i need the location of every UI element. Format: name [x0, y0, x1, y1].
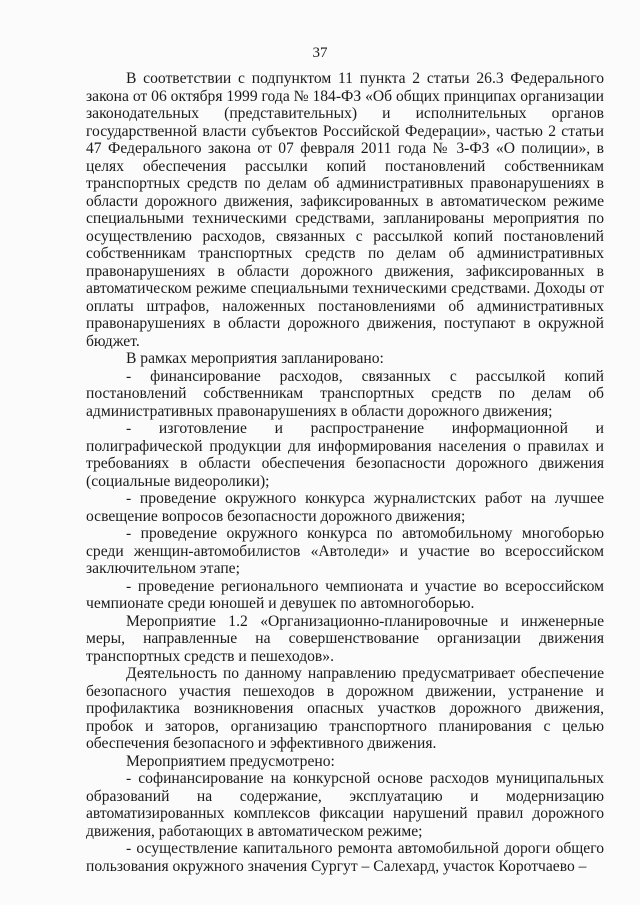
list-item-regional-championship: - проведение регионального чемпионата и участие во всероссийском чемпионате среди юношей и девушек по автомногоборью.: [86, 577, 604, 612]
paragraph-measure-1-2: Мероприятие 1.2 «Организационно-планировочные и инженерные меры, направленные на совершенствование организации движения транспортных средств и пешеходов».: [86, 612, 604, 665]
list-item-cofinancing: - софинансирование на конкурсной основе расходов муниципальных образований на содержание, эксплуатацию и модернизацию автоматизированных комплексов фиксации нарушений правил дорожного движения, работающих в автоматическом режиме;: [86, 770, 604, 840]
paragraph-measure-provides: Мероприятием предусмотрено:: [126, 752, 335, 770]
list-item-road-repair: - осуществление капитального ремонта автомобильной дороги общего пользования окружного значения Сургут – Салехард, участок Коротчаево –: [86, 840, 604, 875]
list-item-financing: - финансирование расходов, связанных с рассылкой копий постановлений собственникам транспортных средств по делам об административных правонарушениях в области дорожного движения;: [86, 367, 604, 420]
paragraph-activity-description: Деятельность по данному направлению предусматривает обеспечение безопасного участия пешеходов в дорожном движении, устранение и профилактика возникновения опасных участков дорожного движения, пробок и заторов, организацию транспортного планирования с целью обеспечения безопасного и эффективного движения.: [86, 665, 604, 752]
list-item-journalism-contest: - проведение окружного конкурса журналистских работ на лучшее освещение вопросов безопасности дорожного движения;: [86, 490, 604, 525]
list-item-information-products: - изготовление и распространение информационной и полиграфической продукции для информирования населения о правилах и требованиях в области обеспечения безопасности дорожного движения (социальные видеоролики);: [86, 420, 604, 490]
page-number: 37: [312, 45, 328, 61]
document-body: [86, 70, 604, 875]
paragraph-planned-intro: В рамках мероприятия запланировано:: [126, 350, 384, 367]
list-item-autolady-contest: - проведение окружного конкурса по автомобильному многоборью среди женщин-автомобилистов «Автоледи» и участие во всероссийском заключительном этапе;: [86, 525, 604, 577]
paragraph-legal-basis: В соответствии с подпунктом 11 пункта 2 статьи 26.3 Федерального закона от 06 октября 1999 года № 184-ФЗ «Об общих принципах организации законодательных (представительных) и исполнительных органов государственной власти субъектов Российской Федерации», частью 2 статьи 47 Федерального закона от 07 февраля 2011 года № 3-ФЗ «О полиции», в целях обеспечения рассылки копий постановлений собственникам транспортных средств по делам об административных правонарушениях в области дорожного движения, зафиксированных в автоматическом режиме специальными техническими средствами, запланированы мероприятия по осуществлению расходов, связанных с рассылкой копий постановлений собственникам транспортных средств по делам об административных правонарушениях в области дорожного движения, зафиксированных в автоматическом режиме специальными техническими средствами. Доходы от оплаты штрафов, наложенных постановлениями об административных правонарушениях в области дорожного движения, поступают в окружной бюджет.: [86, 70, 604, 350]
